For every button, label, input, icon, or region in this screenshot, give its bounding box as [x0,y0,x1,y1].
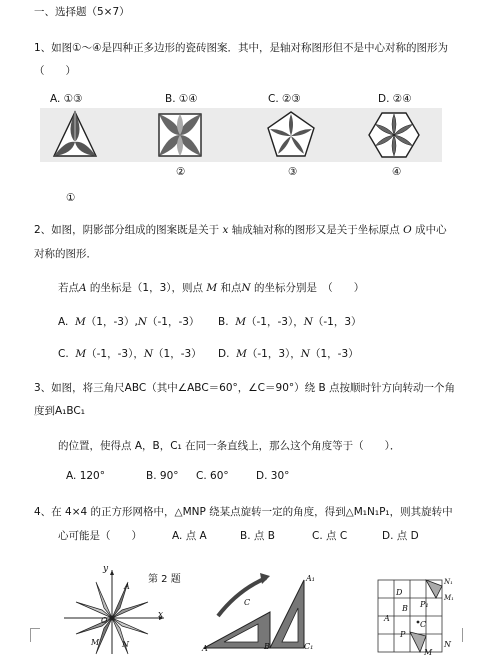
q2-stem-line1: 2、如图，阴影部分组成的图案既是关于 x 轴成轴对称的图形又是关于坐标原点 O 成中心 [34,224,447,236]
q4-option-c[interactable]: C. 点 C [312,530,348,542]
fig2-label-a: A [124,582,130,591]
fig2-label-x: x [158,610,164,620]
q2-option-a[interactable]: A. M（1，-3）,N（-1，-3） [58,316,200,328]
q3-option-a[interactable]: A. 120° [66,470,105,482]
q2-figure-coordinate-pinwheel [58,566,170,656]
fig3-label-c1: C₁ [304,642,314,651]
q1-stem: 1、如图①～④是四种正多边形的瓷砖图案．其中，是轴对称图形但不是中心对称的图形为 [34,42,449,54]
q1-option-b[interactable] [165,93,198,105]
fig4-label-n1: N₁ [444,578,453,586]
option-text: ①③ [63,93,83,105]
q1-answer-paren: （ ） [34,65,76,77]
corner-mark-left-h [30,628,40,629]
option-text: ②③ [282,93,301,105]
fig4-label-a: A [384,614,390,623]
q4-option-b[interactable]: B. 点 B [240,530,275,542]
section-heading: 一、选择题（5×7） [34,6,130,18]
fig2-label-o: O [101,616,108,625]
q4-option-a[interactable]: A. 点 A [172,530,207,542]
option-letter: B. [165,93,176,105]
q1-figure-label-2: ② [176,166,186,178]
q1-figure-3-pentagon-tile [266,110,316,158]
q1-figure-label-1: ① [66,192,76,204]
fig4-label-p1: P₁ [420,600,429,609]
q3-option-c[interactable]: C. 60° [196,470,229,482]
q2-option-d[interactable]: D. M（-1，3），N（1，-3） [218,348,359,360]
q1-option-c[interactable] [268,93,301,105]
q1-option-a[interactable] [50,93,83,105]
fig3-label-b: B [264,642,270,651]
q4-stem-line1: 4、在 4×4 的正方形网格中，△MNP 绕某点旋转一定的角度，得到△M₁N₁P₁，则其旋转中 [34,506,453,518]
q1-figure-4-hexagon-tile [368,112,420,158]
fig4-label-p: P [400,630,406,639]
q3-stem-line3: 的位置，使得点 A，B，C₁ 在同一条直线上，那么这个角度等于（ ）． [58,440,401,452]
var-o: O [403,224,412,236]
option-text: ②④ [392,93,412,105]
fig4-label-m: M [424,648,433,657]
q2-option-b[interactable]: B. M（-1，-3），N（-1，3） [218,316,362,328]
fig4-label-b: B [402,604,408,613]
fig2-label-y: y [103,564,109,574]
q3-option-b[interactable]: B. 90° [146,470,179,482]
fig3-label-a1: A₁ [306,574,315,583]
fig4-label-m1: M₁ [444,594,454,602]
fig2-caption: 第 2 题 [148,574,181,585]
q3-option-d[interactable]: D. 30° [256,470,290,482]
q4-stem-line2: 心可能是（ ） [58,530,142,542]
q3-stem-line2: 度到A₁BC₁ [34,405,85,417]
fig4-label-c: C [420,620,427,629]
q1-figure-2-square-tile [158,113,202,157]
q2-stem-line2: 对称的图形． [34,248,97,260]
fig3-label-c: C [244,598,251,607]
q1-figure-1-triangle-tile [52,110,98,160]
option-letter: C. [268,93,279,105]
fig2-label-n: N [122,640,129,649]
q4-option-d[interactable]: D. 点 D [382,530,419,542]
q2-stem-line3: 若点A 的坐标是（1，3），则点 M 和点N 的坐标分别是 （ ） [58,282,365,294]
fig3-label-a: A [202,644,208,653]
q3-stem-line1: 3、如图，将三角尺ABC（其中∠ABC＝60°，∠C＝90°）绕 B 点按顺时针方向转动一个角 [34,382,456,394]
option-letter: D. [378,93,390,105]
q1-option-d[interactable] [378,93,412,105]
option-letter: A. [50,93,61,105]
corner-mark-right [462,628,463,642]
fig2-label-m: M [91,638,100,647]
q1-figure-label-3: ③ [288,166,298,178]
corner-mark-left [30,628,31,642]
q1-figure-label-4: ④ [392,166,402,178]
fig4-label-n: N [444,640,451,649]
option-text: ①④ [178,93,198,105]
var-x: x [222,224,229,236]
fig4-label-d: D [396,588,403,597]
q2-option-c[interactable]: C. M（-1，-3），N（1，-3） [58,348,202,360]
